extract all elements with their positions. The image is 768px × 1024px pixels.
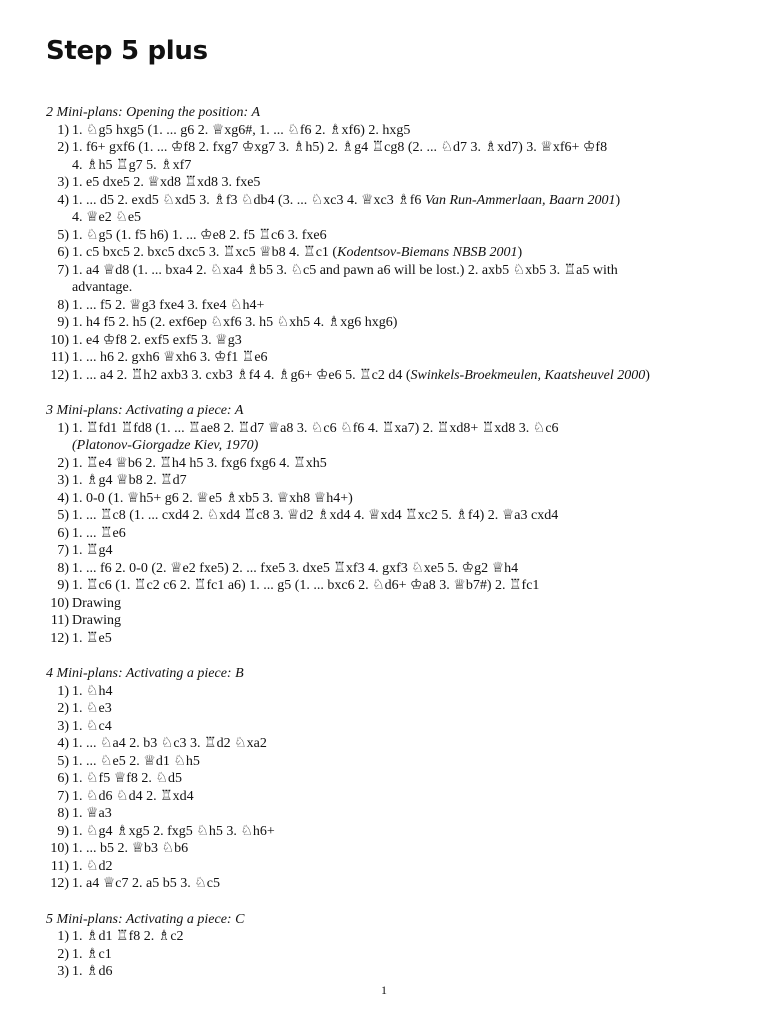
item-number: 1) xyxy=(57,683,69,699)
move-text: 1. ♘g5 (1. f5 h6) 1. ... ♔e8 2. f5 ♖c6 3. fxe6 xyxy=(72,227,327,243)
move-text: 1. ♗c1 xyxy=(72,946,112,962)
item-number: 2) xyxy=(57,455,69,471)
item-number: 12) xyxy=(50,630,69,646)
solution-item xyxy=(46,735,736,753)
move-text: 1. ♖c6 (1. ♖c2 c6 2. ♖fc1 a6) 1. ... g5 (1. ... bxc6 2. ♘d6+ ♔a8 3. ♕b7#) 2. ♖fc1 xyxy=(72,578,540,593)
move-text: 1. ♘d2 xyxy=(72,858,113,874)
move-text: 1. e4 ♔f8 2. exf5 exf5 3. ♕g3 xyxy=(72,332,242,348)
game-source-text: Kodentsov-Biemans NBSB 2001 xyxy=(337,245,518,260)
move-text: 1. ♘d6 ♘d4 2. ♖xd4 xyxy=(72,788,194,804)
solution-item xyxy=(46,420,736,455)
move-text: 1. ... ♖c8 (1. ... cxd4 2. ♘xd4 ♖c8 3. ♕d2 ♗xd4 4. ♕xd4 ♖xc2 5. ♗f4) 2. ♕a3 cxd4 xyxy=(72,508,559,523)
page-number: 1 xyxy=(381,983,387,997)
solution-line xyxy=(72,946,736,964)
solution-item xyxy=(46,823,736,841)
move-text: 1. ... f5 2. ♕g3 fxe4 3. fxe4 ♘h4+ xyxy=(72,297,265,313)
solution-item xyxy=(46,840,736,858)
solution-item xyxy=(46,577,736,595)
move-text: 1. ... ♖e6 xyxy=(72,525,126,541)
solution-item xyxy=(46,507,736,525)
solution-item xyxy=(46,612,736,630)
solution-line xyxy=(72,262,736,280)
solution-line xyxy=(72,683,736,701)
solution-line xyxy=(72,560,736,578)
item-number: 3) xyxy=(57,964,69,979)
solution-line xyxy=(72,595,736,613)
solution-item xyxy=(46,595,736,613)
item-number: 2) xyxy=(57,701,69,716)
solution-line xyxy=(72,314,736,332)
solution-item xyxy=(46,227,736,245)
move-text: ) xyxy=(645,367,650,383)
game-source-text: Van Run-Ammerlaan, Baarn 2001 xyxy=(424,192,616,208)
move-text: 1. ... b5 2. ♕b3 ♘b6 xyxy=(72,841,189,856)
move-text: 1. ♖fd1 ♖fd8 (1. ... ♖ae8 2. ♖d7 ♕a8 3. ♘c6 ♘f6 4. ♖xa7) 2. ♖xd8+ ♖xd8 3. ♘c6 xyxy=(72,420,559,436)
solution-item xyxy=(46,560,736,578)
move-text: advantage. xyxy=(72,280,133,295)
solution-item xyxy=(46,244,736,262)
solution-item xyxy=(46,192,736,227)
solution-line xyxy=(72,542,736,560)
move-text: 1. ♕a3 xyxy=(72,806,112,821)
solution-line xyxy=(72,437,736,455)
item-number: 7) xyxy=(57,788,69,804)
solution-line xyxy=(72,192,736,210)
move-text: 1. ♖e4 ♕b6 2. ♖h4 h5 3. fxg6 fxg6 4. ♖xh5 xyxy=(72,455,327,471)
solution-line xyxy=(72,349,736,367)
game-source-text: Swinkels-Broekmeulen, Kaatsheuvel 2000 xyxy=(410,367,646,383)
solution-line xyxy=(72,507,736,525)
solution-line xyxy=(72,209,736,227)
item-number: 1) xyxy=(57,929,69,944)
solution-line xyxy=(72,174,736,192)
solution-line xyxy=(72,928,736,946)
item-number: 5) xyxy=(57,227,69,243)
section-heading: 2 Mini-plans: Opening the position: A xyxy=(46,105,260,120)
solution-line xyxy=(72,875,736,893)
item-number: 5) xyxy=(57,508,69,523)
item-number: 2) xyxy=(57,946,69,962)
move-text: 1. a4 ♕d8 (1. ... bxa4 2. ♘xa4 ♗b5 3. ♘c5 and pawn a6 will be lost.) 2. axb5 ♘xb5 3. ♖a5 with xyxy=(72,262,618,278)
solution-item xyxy=(46,332,736,350)
solution-line xyxy=(72,840,736,858)
solution-item xyxy=(46,525,736,543)
item-number: 6) xyxy=(57,771,69,786)
solution-item xyxy=(46,297,736,315)
item-number: 3) xyxy=(57,473,69,488)
item-number: 11) xyxy=(50,613,69,628)
move-text: 1. ♘g4 ♗xg5 2. fxg5 ♘h5 3. ♘h6+ xyxy=(72,823,275,839)
solution-line xyxy=(72,753,736,771)
move-text: 1. ... ♘e5 2. ♕d1 ♘h5 xyxy=(72,753,200,769)
solution-line xyxy=(72,332,736,350)
move-text: 4. ♕e2 ♘e5 xyxy=(72,210,142,225)
item-number: 2) xyxy=(57,140,69,155)
solution-item xyxy=(46,683,736,701)
item-number: 10) xyxy=(50,595,69,611)
move-text: 1. ... a4 2. ♖h2 axb3 3. cxb3 ♗f4 4. ♗g6+ ♔e6 5. ♖c2 d4 ( xyxy=(72,367,411,383)
move-text: 1. e5 dxe5 2. ♕xd8 ♖xd8 3. fxe5 xyxy=(72,175,261,190)
solution-item xyxy=(46,753,736,771)
solution-line xyxy=(72,700,736,718)
move-text: 1. ... h6 2. gxh6 ♕xh6 3. ♔f1 ♖e6 xyxy=(72,350,268,365)
move-text: 1. f6+ gxf6 (1. ... ♔f8 2. fxg7 ♔xg7 3. ♗h5) 2. ♗g4 ♖cg8 (2. ... ♘d7 3. ♗xd7) 3. ♕xf6+ ♔f8 xyxy=(72,140,608,155)
item-number: 9) xyxy=(57,578,69,593)
item-number: 9) xyxy=(57,315,69,330)
solution-item xyxy=(46,455,736,473)
move-text: 1. ... d5 2. exd5 ♘xd5 3. ♗f3 ♘db4 (3. ... ♘xc3 4. ♕xc3 ♗f6 xyxy=(72,192,425,208)
item-number: 6) xyxy=(57,525,69,541)
solution-line xyxy=(72,297,736,315)
solution-line xyxy=(72,122,736,140)
solution-line xyxy=(72,805,736,823)
move-text: 1. h4 f5 2. h5 (2. exf6ep ♘xf6 3. h5 ♘xh5 4. ♗xg6 hxg6) xyxy=(72,315,398,330)
move-text: 1. ♘f5 ♕f8 2. ♘d5 xyxy=(72,771,182,786)
move-text: 1. ♗d1 ♖f8 2. ♗c2 xyxy=(72,929,184,944)
move-text: 1. ♗d6 xyxy=(72,964,113,979)
solution-item xyxy=(46,490,736,508)
solution-item xyxy=(46,718,736,736)
solution-line xyxy=(72,735,736,753)
move-text: 1. ♘h4 xyxy=(72,683,113,699)
item-number: 3) xyxy=(57,718,69,734)
solution-line xyxy=(72,577,736,595)
move-text: 1. ♘e3 xyxy=(72,701,112,716)
solution-item xyxy=(46,805,736,823)
solution-line xyxy=(72,858,736,876)
item-number: 11) xyxy=(50,350,69,365)
solution-item xyxy=(46,262,736,297)
move-text: 1. 0-0 (1. ♕h5+ g6 2. ♕e5 ♗xb5 3. ♕xh8 ♕h4+) xyxy=(72,490,353,506)
section-heading: 5 Mini-plans: Activating a piece: C xyxy=(46,911,245,927)
solution-line xyxy=(72,490,736,508)
item-number: 10) xyxy=(50,332,69,348)
solution-section xyxy=(46,665,736,893)
item-number: 12) xyxy=(50,876,69,891)
solution-item xyxy=(46,700,736,718)
move-text: 1. ♘g5 hxg5 (1. ... g6 2. ♕xg6#, 1. ... ♘f6 2. ♗xf6) 2. hxg5 xyxy=(72,122,411,138)
item-number: 8) xyxy=(57,297,69,313)
solution-item xyxy=(46,542,736,560)
item-number: 8) xyxy=(57,560,69,576)
solution-section xyxy=(46,104,736,384)
move-text: 1. ♖e5 xyxy=(72,630,112,646)
move-text: Drawing xyxy=(72,595,121,611)
item-number: 1) xyxy=(57,122,69,138)
item-number: 6) xyxy=(57,245,69,260)
move-text: 1. ♘c4 xyxy=(72,718,112,734)
item-number: 7) xyxy=(57,262,69,278)
move-text: 1. ... f6 2. 0-0 (2. ♕e2 fxe5) 2. ... fxe5 3. dxe5 ♖xf3 4. gxf3 ♘xe5 5. ♔g2 ♕h4 xyxy=(72,560,519,576)
solution-line xyxy=(72,525,736,543)
solution-item xyxy=(46,788,736,806)
solution-line xyxy=(72,472,736,490)
item-number: 3) xyxy=(57,175,69,190)
solution-item xyxy=(46,946,736,964)
solution-item xyxy=(46,963,736,981)
item-number: 7) xyxy=(57,543,69,558)
solutions-content xyxy=(46,104,736,999)
solution-line xyxy=(72,630,736,648)
move-text: ) xyxy=(615,192,621,208)
item-number: 4) xyxy=(57,490,69,506)
solution-line xyxy=(72,823,736,841)
solution-item xyxy=(46,770,736,788)
solution-line xyxy=(72,770,736,788)
move-text: 1. ♖g4 xyxy=(72,543,113,558)
page-title: Step 5 plus xyxy=(46,36,208,66)
move-text: 4. ♗h5 ♖g7 5. ♗xf7 xyxy=(72,157,192,173)
move-text: Drawing xyxy=(72,613,121,628)
game-source-text: (Platonov-Giorgadze Kiev, 1970) xyxy=(72,438,259,453)
solution-item xyxy=(46,630,736,648)
solution-line xyxy=(72,139,736,157)
item-number: 8) xyxy=(57,806,69,821)
item-number: 1) xyxy=(57,420,69,436)
solution-section xyxy=(46,402,736,647)
section-heading: 3 Mini-plans: Activating a piece: A xyxy=(46,403,244,418)
item-number: 4) xyxy=(57,192,69,208)
solution-line xyxy=(72,279,736,297)
solution-line xyxy=(72,367,736,385)
section-heading: 4 Mini-plans: Activating a piece: B xyxy=(46,666,244,681)
solution-item xyxy=(46,472,736,490)
solution-item xyxy=(46,928,736,946)
move-text: 1. a4 ♕c7 2. a5 b5 3. ♘c5 xyxy=(72,876,220,891)
solution-line xyxy=(72,420,736,438)
solution-line xyxy=(72,244,736,262)
item-number: 10) xyxy=(50,841,69,856)
solution-item xyxy=(46,174,736,192)
solution-line xyxy=(72,963,736,981)
move-text: 1. c5 bxc5 2. bxc5 dxc5 3. ♖xc5 ♕b8 4. ♖c1 ( xyxy=(72,245,338,260)
solution-item xyxy=(46,875,736,893)
solution-line xyxy=(72,157,736,175)
item-number: 4) xyxy=(57,736,69,751)
solution-line xyxy=(72,718,736,736)
solution-item xyxy=(46,349,736,367)
solution-item xyxy=(46,139,736,174)
move-text: ) xyxy=(517,245,523,260)
item-number: 9) xyxy=(57,823,69,839)
item-number: 11) xyxy=(50,858,69,874)
solution-line xyxy=(72,788,736,806)
move-text: 1. ... ♘a4 2. b3 ♘c3 3. ♖d2 ♘xa2 xyxy=(72,736,267,751)
solution-line xyxy=(72,612,736,630)
solution-section xyxy=(46,911,736,981)
item-number: 12) xyxy=(50,367,69,383)
solution-item xyxy=(46,314,736,332)
solution-line xyxy=(72,227,736,245)
solution-line xyxy=(72,455,736,473)
solution-item xyxy=(46,122,736,140)
item-number: 5) xyxy=(57,753,69,769)
solution-item xyxy=(46,858,736,876)
solution-item xyxy=(46,367,736,385)
move-text: 1. ♗g4 ♕b8 2. ♖d7 xyxy=(72,473,187,488)
